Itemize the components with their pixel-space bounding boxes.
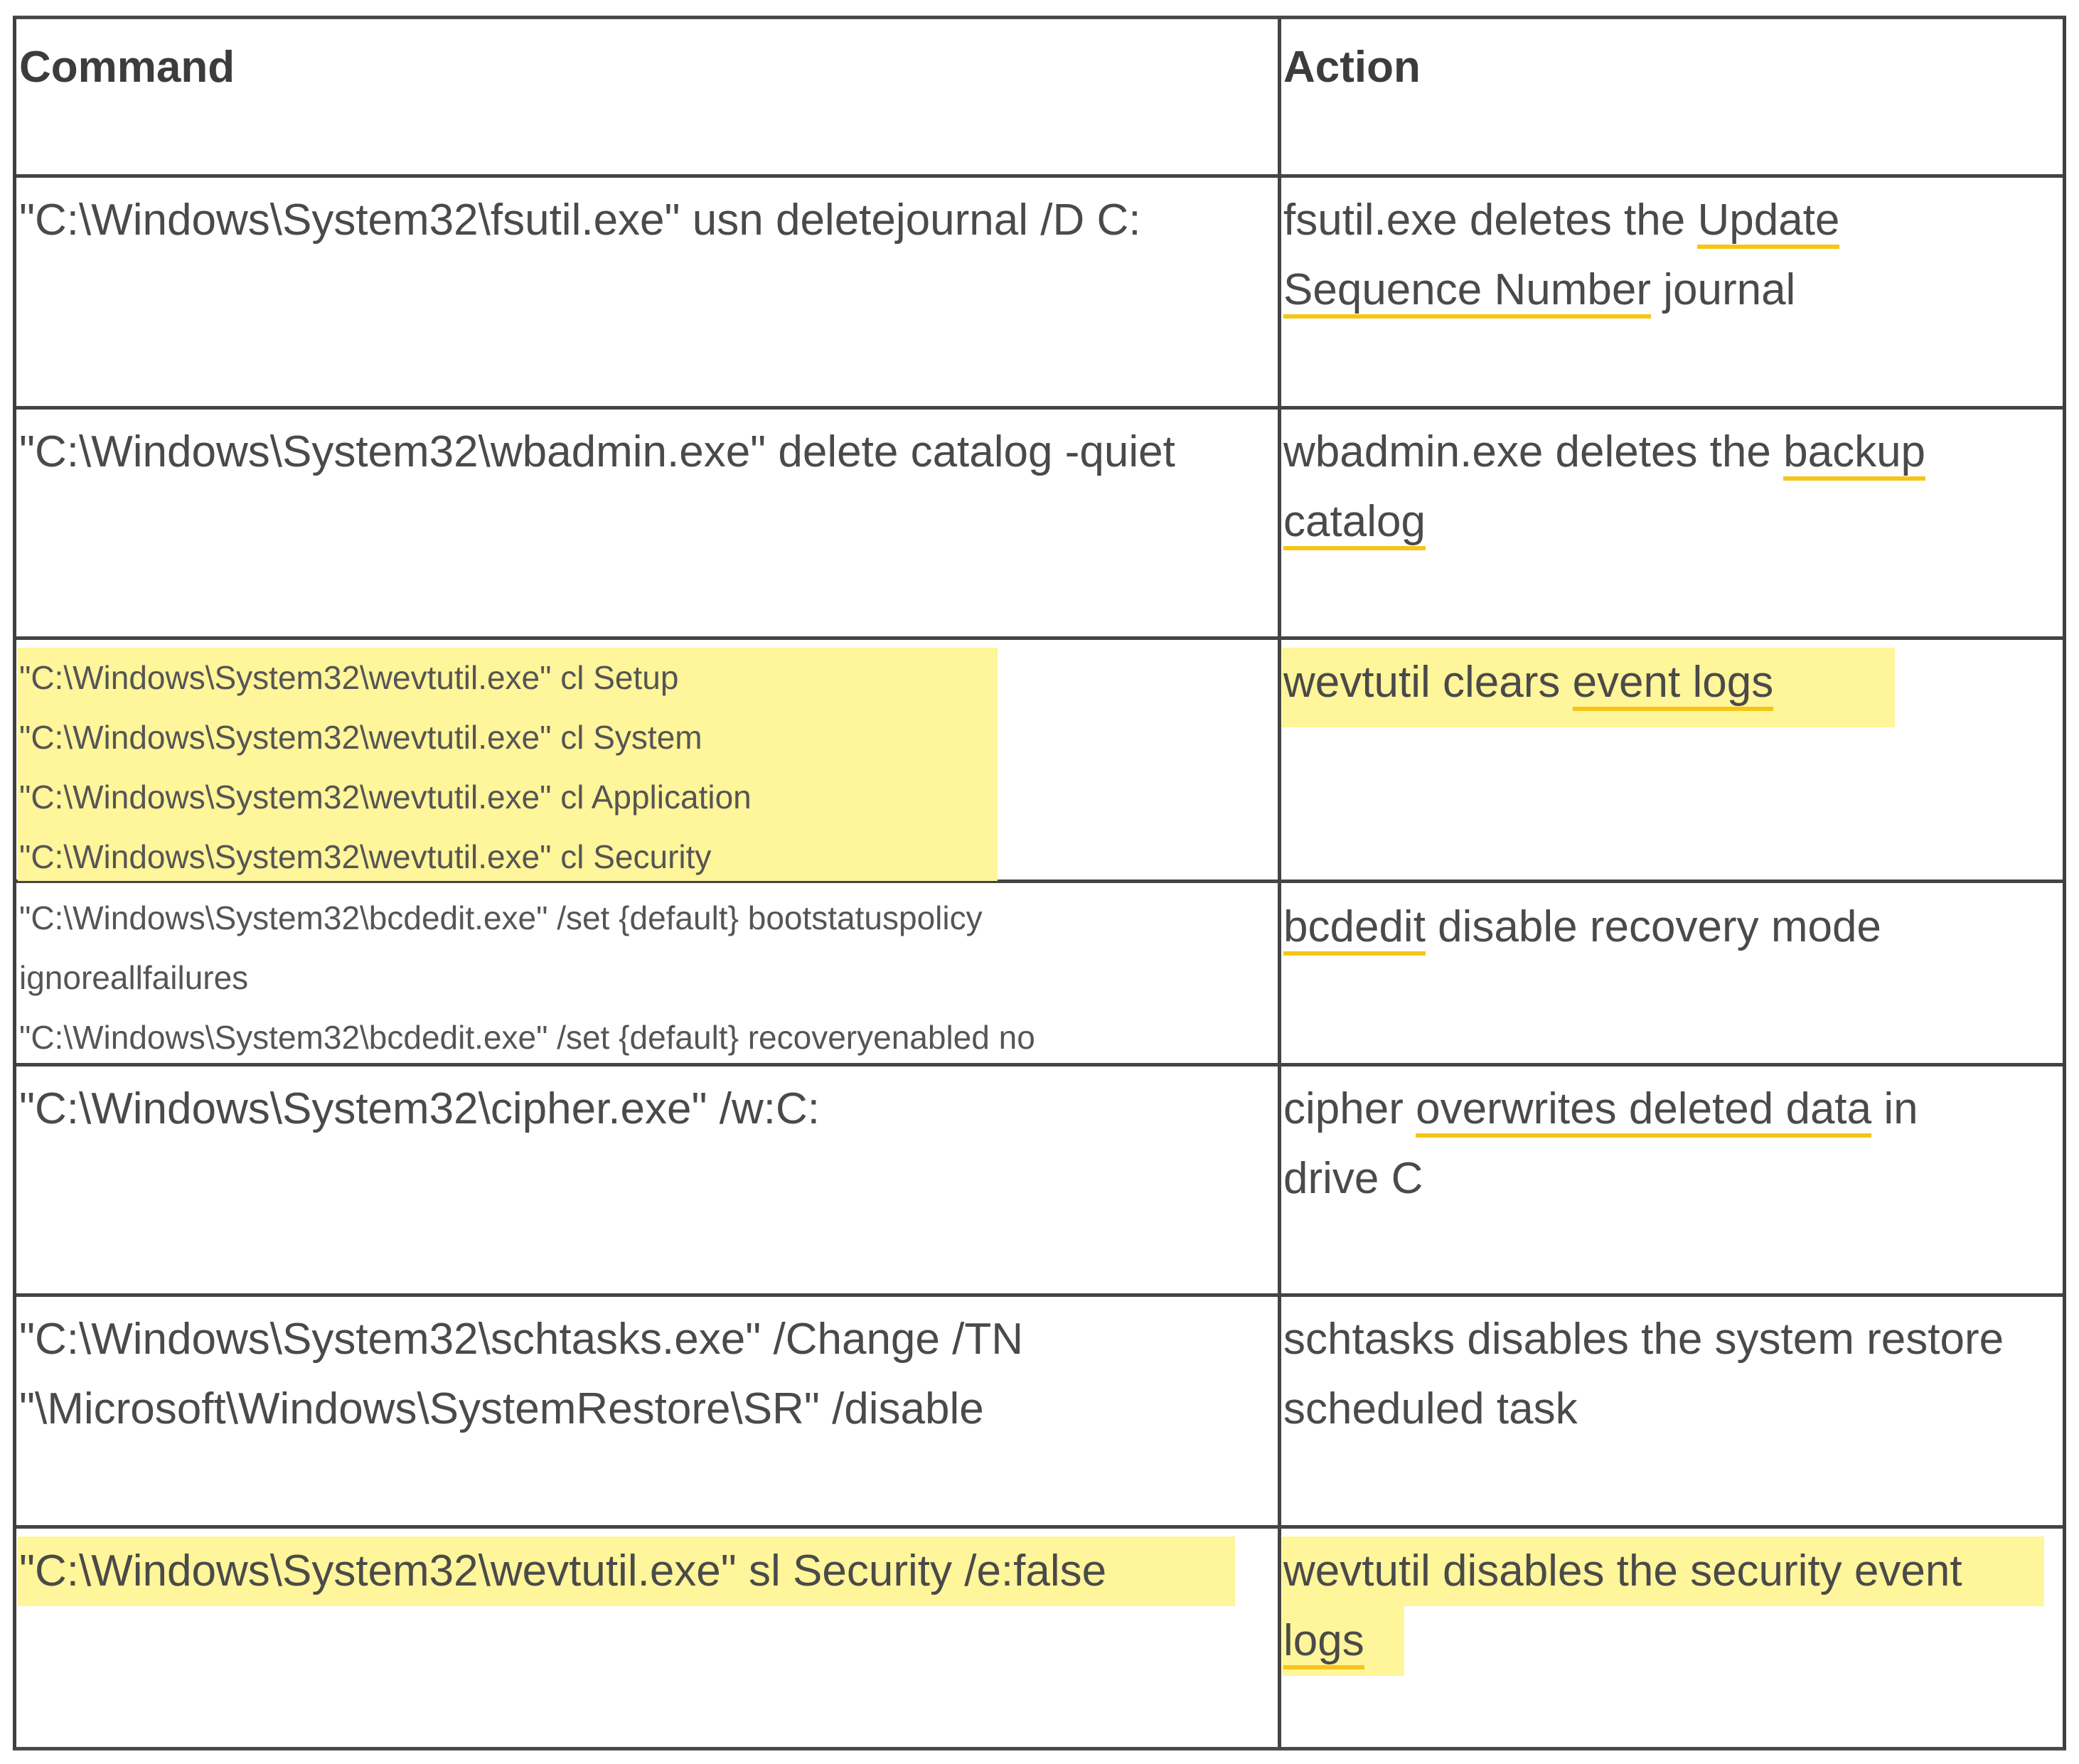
command-line: "C:\Windows\System32\cipher.exe" /w:C: xyxy=(19,1084,820,1133)
table-row-2-action xyxy=(1283,417,1994,557)
table-row-3-command xyxy=(19,648,1279,887)
action-underlined: event logs xyxy=(1573,658,1774,711)
table-row-4-command xyxy=(19,888,1279,1067)
action-underlined: Update Sequence Number xyxy=(1283,196,1839,319)
row-divider xyxy=(16,1293,2063,1297)
command-line: "C:\Windows\System32\bcdedit.exe" /set {default} bootstatuspolicy xyxy=(19,899,983,936)
command-line: "C:\Windows\System32\wevtutil.exe" cl Application xyxy=(19,779,752,816)
table-row-1-action xyxy=(1283,186,1923,325)
action-text: cipher xyxy=(1283,1084,1416,1133)
action-text: wevtutil disables the security event xyxy=(1283,1546,1962,1595)
header-command: Command xyxy=(19,43,235,92)
command-line: "C:\Windows\System32\wevtutil.exe" cl Security xyxy=(19,838,712,875)
command-line: "C:\Windows\System32\wbadmin.exe" delete catalog -quiet xyxy=(19,427,1175,476)
command-line: "C:\Windows\System32\wevtutil.exe" cl System xyxy=(19,719,702,756)
row-divider xyxy=(16,636,2063,640)
table-row-1-command xyxy=(19,186,1279,255)
action-text: wbadmin.exe deletes the xyxy=(1283,427,1784,476)
action-text: fsutil.exe deletes the xyxy=(1283,196,1698,245)
command-line: "C:\Windows\System32\wevtutil.exe" sl Security /e:false xyxy=(19,1546,1107,1595)
action-underlined: backup catalog xyxy=(1283,427,1925,550)
table-row-6-action xyxy=(1283,1305,2058,1444)
table-row-2-command xyxy=(19,417,1279,487)
command-line: "C:\Windows\System32\wevtutil.exe" cl Setup xyxy=(19,659,679,696)
row-divider xyxy=(16,406,2063,410)
row-divider xyxy=(16,174,2063,178)
command-line: ignoreallfailures xyxy=(19,959,249,996)
action-text-post: journal xyxy=(1650,265,1796,314)
action-text-post: disable recovery mode xyxy=(1425,902,1881,951)
action-underlined: overwrites deleted data xyxy=(1416,1084,1871,1138)
commands-table xyxy=(13,16,2066,1750)
table-row-7-action xyxy=(1283,1536,2044,1676)
table-row-4-action xyxy=(1283,892,2065,962)
command-line: "C:\Windows\System32\bcdedit.exe" /set {default} recoveryenabled no xyxy=(19,1019,1035,1056)
command-line: "\Microsoft\Windows\SystemRestore\SR" /disable xyxy=(19,1384,984,1433)
table-row-3-action xyxy=(1283,648,2065,717)
action-underlined: logs xyxy=(1283,1616,1364,1669)
action-text: schtasks disables the system restore scheduled task xyxy=(1283,1315,2004,1433)
table-row-7-command xyxy=(19,1536,1279,1606)
action-text-post: in drive C xyxy=(1283,1084,1918,1203)
table-row-5-action xyxy=(1283,1074,2001,1214)
action-text: wevtutil clears xyxy=(1283,658,1573,707)
row-divider xyxy=(16,1525,2063,1529)
table-row-6-command xyxy=(19,1305,1279,1444)
header-action: Action xyxy=(1283,43,1421,92)
table-row-5-command xyxy=(19,1074,1279,1144)
command-line: "C:\Windows\System32\fsutil.exe" usn deletejournal /D C: xyxy=(19,196,1141,245)
command-line: "C:\Windows\System32\schtasks.exe" /Change /TN xyxy=(19,1315,1023,1364)
action-underlined: bcdedit xyxy=(1283,902,1426,956)
